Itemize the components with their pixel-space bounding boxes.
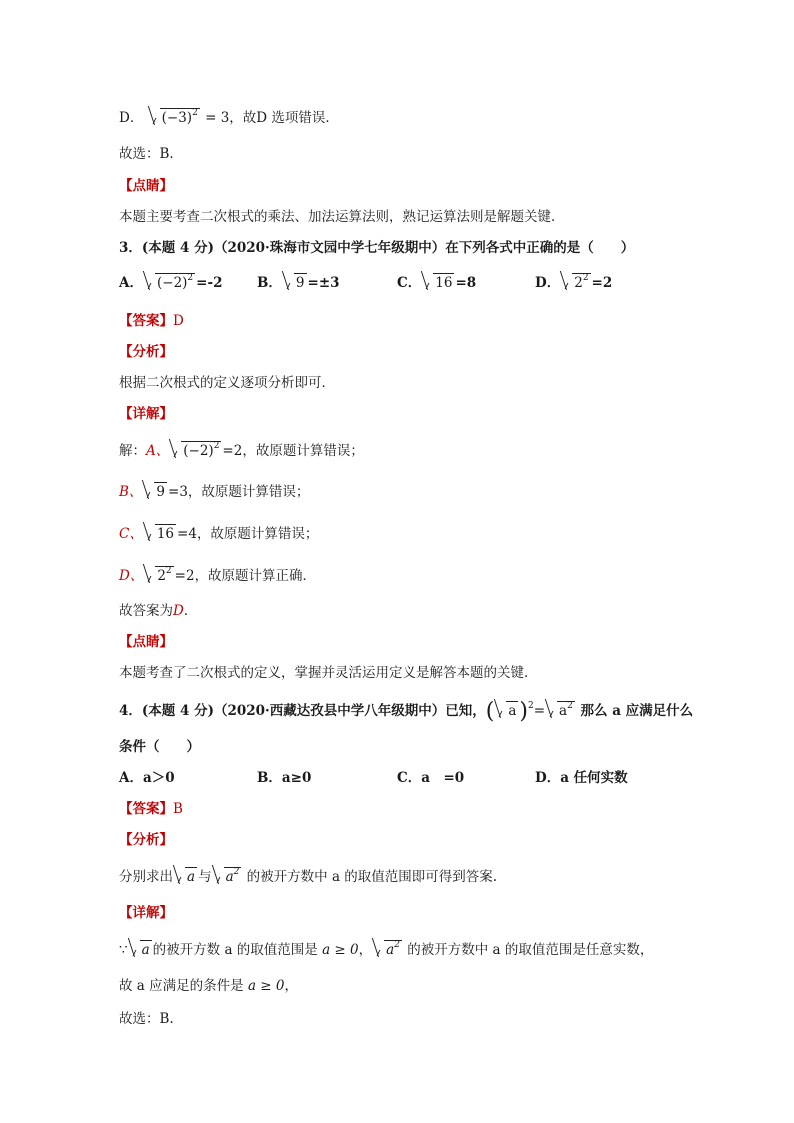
prev-option-d-line: D． $(-3)^2 = 3$，故D 选项错误． (119, 107, 339, 129)
q3-options (119, 272, 679, 298)
q4-option-b: B．a≥0 (257, 770, 312, 786)
q3-dianjing-tag: 【点睛】 (119, 634, 173, 650)
q4-detail-1: ∵ a 的被开方数 a 的取值范围是 a ≥ 0， $a^2$ 的被开方数中 a 的取值范围是任意实数， (119, 939, 653, 961)
q4-option-a: A．a＞0 (119, 770, 175, 786)
q4-title-line2: 条件（ ） (119, 739, 200, 755)
q4-option-c: C．a =0 (397, 770, 465, 786)
prev-dianjing-tag: 【点睛】 (119, 178, 173, 194)
q4-detail-tag: 【详解】 (119, 905, 173, 921)
q4-answer: 【答案】B (119, 801, 183, 817)
sqrt-expression: $(-3)^2$ (148, 110, 201, 126)
q3-detail-a: 解：A、 $(-2)^2 =2$，故原题计算错误； (119, 440, 364, 462)
q3-conclusion: 故答案为D． (119, 603, 198, 619)
q3-detail-c: C、 16 =4，故原题计算错误； (119, 523, 318, 545)
q3-analysis: 根据二次根式的定义逐项分析即可． (119, 375, 335, 391)
q3-answer: 【答案】D (119, 313, 184, 329)
q4-title: 4．(本题 4 分)（2020·西藏达孜县中学八年级期中）已知，( a )$^2= a^2$ 那么 a 应满足什么 (119, 699, 694, 724)
q3-detail-b: B、 9 =3，故原题计算错误； (119, 481, 309, 503)
q3-title: 3．(本题 4 分)（2020·珠海市文园中学七年级期中）在下列各式中正确的是（ ） (119, 240, 635, 256)
prev-summary: 本题主要考查二次根式的乘法、加法运算法则，熟记运算法则是解题关键． (119, 209, 565, 225)
q4-analysis: 分别求出 a 与 $a^2$ 的被开方数中 a 的取值范围即可得到答案. (119, 866, 497, 888)
q3-option-d: D． $2^2 =2$ (535, 272, 612, 294)
q4-analysis-tag: 【分析】 (119, 832, 173, 848)
q3-option-b: B． 9 =±3 (257, 272, 340, 294)
q4-options (119, 767, 679, 791)
q3-option-c: C． 16 =8 (397, 272, 476, 294)
q4-choose: 故选：B. (119, 1011, 174, 1027)
q3-detail-tag: 【详解】 (119, 406, 173, 422)
prev-choose: 故选：B． (119, 146, 183, 162)
q3-summary: 本题考查了二次根式的定义，掌握并灵活运用定义是解答本题的关键． (119, 665, 538, 681)
q3-analysis-tag: 【分析】 (119, 344, 173, 360)
q3-option-a: A． $(-2)^2 =-2$ (119, 272, 222, 294)
q4-option-d: D．a 任何实数 (535, 770, 628, 786)
q3-detail-d: D、 $2^2 =2$，故原题计算正确． (119, 565, 316, 587)
q4-detail-2: 故 a 应满足的条件是 a ≥ 0， (119, 978, 298, 994)
q4-title-formula: ( a )$^2= a^2$ (485, 699, 573, 724)
